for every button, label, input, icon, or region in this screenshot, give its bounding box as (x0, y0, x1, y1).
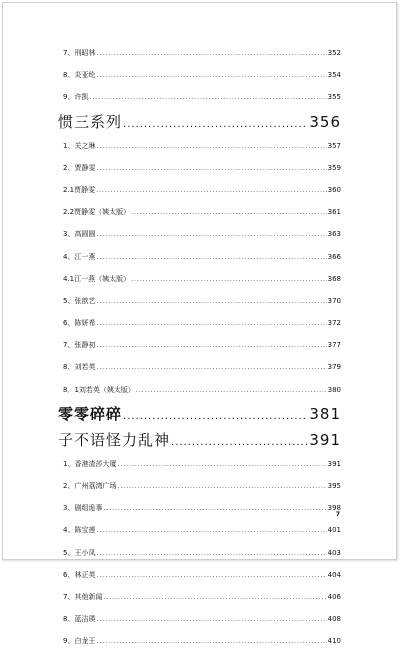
toc-label: 3、高圆圆 (63, 230, 96, 239)
toc-label: 1、关之琳 (63, 141, 96, 150)
toc-entry[interactable] (63, 501, 341, 523)
dot-leader (96, 295, 326, 309)
dot-leader (96, 339, 326, 353)
toc-page-number: 359 (327, 163, 341, 172)
toc-entry[interactable] (63, 183, 341, 205)
toc-entry[interactable] (63, 568, 341, 590)
toc-page-number: 395 (327, 482, 341, 490)
toc-label: 4.1江一燕（姨太版） (63, 274, 131, 283)
dot-leader (96, 162, 326, 176)
dot-leader (96, 613, 326, 627)
toc-page-number: 352 (327, 49, 341, 57)
toc-page-number: 398 (327, 504, 341, 513)
toc-entry[interactable] (63, 90, 341, 112)
dot-leader (123, 408, 308, 426)
toc-label: 零零碎碎 (58, 404, 123, 423)
toc-label: 9、白龙王 (63, 637, 96, 646)
dot-leader (171, 434, 308, 452)
dot-leader (96, 317, 326, 331)
dot-leader (136, 384, 327, 398)
toc-entry[interactable] (63, 612, 341, 634)
toc-entry[interactable] (63, 161, 341, 183)
toc-entry[interactable] (63, 68, 341, 90)
toc-page-number: 379 (327, 363, 341, 372)
toc-page-number: 360 (327, 185, 341, 194)
toc-page-number: 372 (327, 319, 341, 328)
toc-label: 8、炎亚纶 (63, 71, 96, 80)
toc-entry[interactable] (63, 139, 341, 161)
toc-entry[interactable] (63, 523, 341, 545)
toc-label: 子不语怪力乱神 (58, 430, 171, 449)
toc-label: 2.1贾静雯 (63, 185, 96, 194)
toc-heading[interactable] (58, 405, 341, 431)
toc-label: 2.2贾静雯（姨太版） (63, 208, 131, 217)
page-number: 7 (335, 511, 340, 518)
toc-entry[interactable] (63, 634, 341, 656)
toc-page-number: 401 (327, 526, 341, 535)
toc-label: 3、剧组诡事 (63, 504, 103, 513)
dot-leader (103, 502, 326, 516)
toc-page-number: 391 (327, 459, 341, 468)
toc-page-number: 356 (309, 112, 341, 131)
toc-page-number: 380 (327, 385, 341, 394)
toc-label: 8、刘若英 (63, 363, 96, 372)
toc-entry[interactable] (63, 479, 341, 501)
dot-leader (131, 206, 326, 220)
toc-page-number: 363 (327, 230, 341, 239)
toc-label: 4、江一燕 (63, 252, 96, 261)
toc-page-number: 408 (327, 615, 341, 624)
toc-label: 7、其他新闻 (63, 592, 103, 601)
dot-leader (123, 116, 308, 134)
toc-entry[interactable] (63, 338, 341, 360)
toc-page-number: 391 (309, 430, 341, 449)
dot-leader (96, 524, 326, 538)
toc-page-number: 357 (327, 141, 341, 150)
toc-page-number: 403 (327, 548, 341, 557)
toc-heading[interactable] (58, 113, 341, 139)
toc-entry[interactable] (63, 294, 341, 316)
dot-leader (131, 273, 326, 287)
toc-page-number: 354 (327, 71, 341, 80)
toc-label: 5、王小凤 (63, 548, 96, 557)
toc-entry[interactable] (63, 227, 341, 249)
toc-entry[interactable] (63, 205, 341, 227)
toc-label: 4、陈宝莲 (63, 526, 96, 535)
toc-page-number: 410 (327, 637, 341, 646)
toc-page-number: 355 (327, 93, 341, 102)
dot-leader (103, 591, 326, 605)
toc-heading[interactable] (58, 431, 341, 457)
toc-label: 惯三系列 (58, 112, 123, 131)
dot-leader (96, 361, 326, 375)
toc-label: 7、张静初 (63, 341, 96, 350)
dot-leader (96, 47, 326, 61)
toc-entry[interactable] (63, 457, 341, 479)
toc-label: 6、陈妍希 (63, 319, 96, 328)
dot-leader (96, 184, 326, 198)
toc-entry[interactable] (63, 250, 341, 272)
toc-entry[interactable] (63, 360, 341, 382)
toc-label: 1、香港渣莎大厦 (63, 459, 117, 468)
toc-entry[interactable] (63, 272, 341, 294)
dot-leader (96, 140, 326, 154)
dot-leader (89, 91, 326, 105)
toc-page-number: 368 (327, 274, 341, 283)
toc-entry[interactable] (63, 590, 341, 612)
toc-entry[interactable] (63, 546, 341, 568)
dot-leader (96, 547, 326, 561)
toc-entry[interactable] (63, 46, 341, 68)
table-of-contents (58, 46, 341, 657)
dot-leader (96, 635, 326, 649)
toc-label: 7、刑昭林 (63, 49, 96, 57)
toc-label: 8．1刘若英（姨太版） (63, 385, 135, 394)
toc-page-number: 366 (327, 252, 341, 261)
toc-page-number: 406 (327, 592, 341, 601)
dot-leader (117, 458, 326, 472)
toc-page-number: 404 (327, 570, 341, 579)
toc-label: 8、蓝洁瑛 (63, 615, 96, 624)
toc-page-number: 377 (327, 341, 341, 350)
toc-page-number: 361 (327, 208, 341, 217)
toc-label: 2、广州荔湾广场 (63, 482, 117, 490)
dot-leader (96, 69, 326, 83)
toc-label: 2、贾静雯 (63, 163, 96, 172)
dot-leader (96, 251, 326, 265)
toc-page-number: 370 (327, 296, 341, 305)
toc-label: 5、张歆艺 (63, 296, 96, 305)
toc-label: 6、林正英 (63, 570, 96, 579)
toc-entry[interactable] (63, 383, 341, 405)
dot-leader (96, 569, 326, 583)
toc-entry[interactable] (63, 316, 341, 338)
dot-leader (96, 228, 326, 242)
toc-page-number: 381 (309, 404, 341, 423)
toc-label: 9、许凯 (63, 93, 89, 102)
dot-leader (117, 480, 326, 494)
